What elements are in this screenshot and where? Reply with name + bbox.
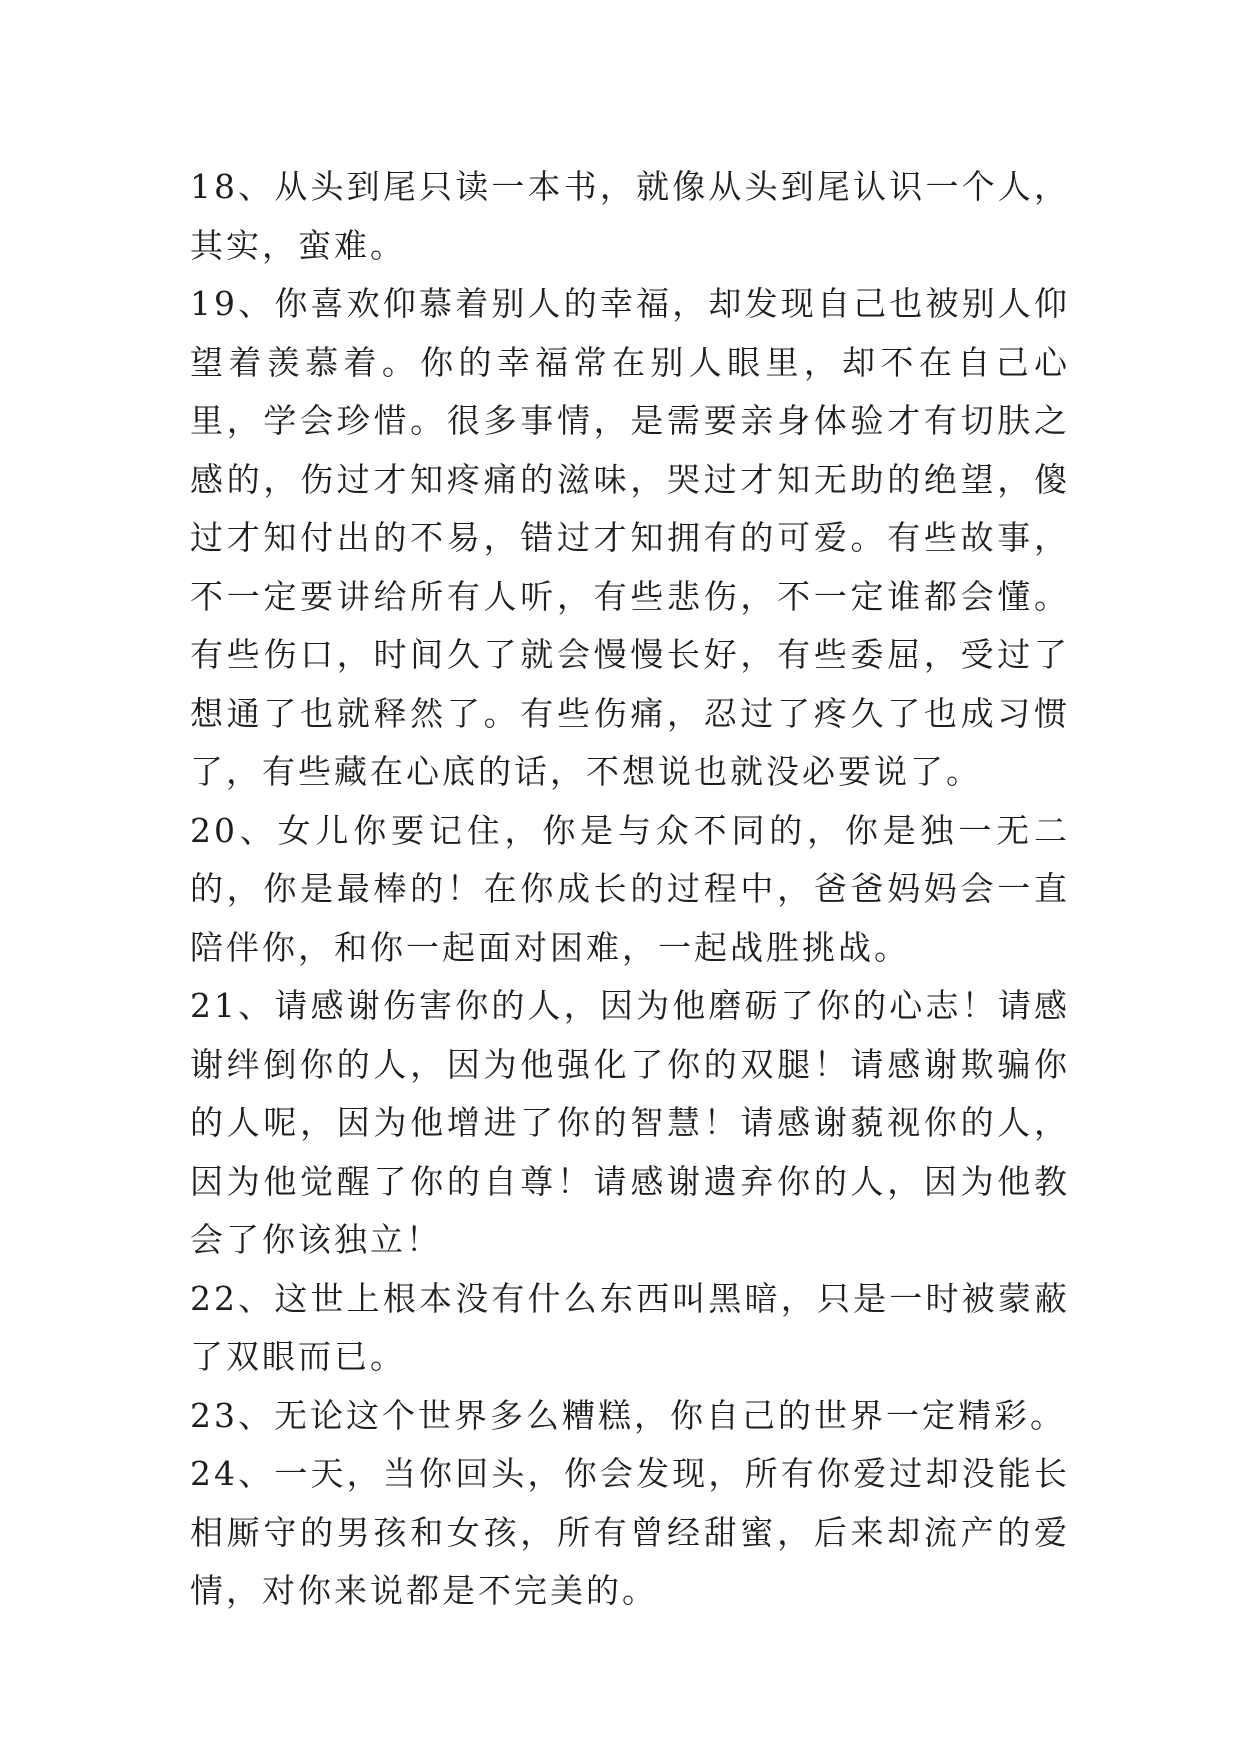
paragraph-20: 20、女儿你要记住，你是与众不同的，你是独一无二的，你是最棒的！在你成长的过程中，爸爸妈妈会一直陪伴你，和你一起面对困难，一起战胜挑战。 bbox=[190, 810, 1070, 967]
paragraph-19: 19、你喜欢仰慕着别人的幸福，却发现自己也被别人仰望着羡慕着。你的幸福常在别人眼里，却不在自己心里，学会珍惜。很多事情，是需要亲身体验才有切肤之感的，伤过才知疼痛的滋味，哭过才知无助的绝望，傻过才知付出的不易，错过才知拥有的可爱。有些故事，不一定要讲给所有人听，有些悲伤，不一定谁都会懂。有些伤口，时间久了就会慢慢长好，有些委屈，受过了想通了也就释然了。有些伤痛，忍过了疼久了也成习惯了，有些藏在心底的话，不想说也就没必要说了。 bbox=[190, 284, 1070, 791]
paragraph-18: 18、从头到尾只读一本书，就像从头到尾认识一个人，其实，蛮难。 bbox=[190, 167, 1070, 265]
paragraph-22: 22、这世上根本没有什么东西叫黑暗，只是一时被蒙蔽了双眼而已。 bbox=[190, 1278, 1070, 1376]
paragraph-21: 21、请感谢伤害你的人，因为他磨砺了你的心志！请感谢绊倒你的人，因为他强化了你的双腿！请感谢欺骗你的人呢，因为他增进了你的智慧！请感谢藐视你的人，因为他觉醒了你的自尊！请感谢遗弃你的人，因为他教会了你该独立！ bbox=[190, 986, 1070, 1259]
paragraph-23: 23、无论这个世界多么糟糕，你自己的世界一定精彩。 bbox=[190, 1395, 1066, 1435]
paragraph-24: 24、一天，当你回头，你会发现，所有你爱过却没能长相厮守的男孩和女孩，所有曾经甜蜜，后来却流产的爱情，对你来说都是不完美的。 bbox=[190, 1454, 1070, 1610]
document-body bbox=[190, 158, 1070, 1621]
